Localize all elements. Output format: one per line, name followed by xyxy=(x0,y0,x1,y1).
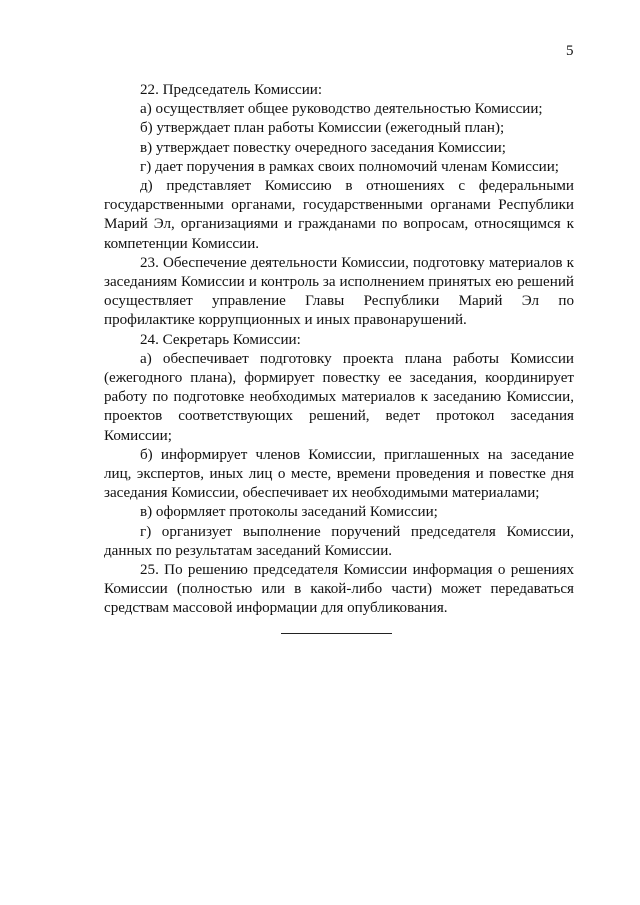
paragraph-22-d: г) дает поручения в рамках своих полномочий членам Комиссии; xyxy=(140,158,560,175)
paragraph-23: 23. Обеспечение деятельности Комиссии, подготовку материалов к заседаниям Комиссии и контроль за исполнением принятых ею решений осуществляет управление Главы Республики Марий Эл по профилактике коррупционных и иных правонарушений. xyxy=(104,254,574,329)
paragraph-22-b: б) утверждает план работы Комиссии (ежегодный план); xyxy=(140,120,505,137)
document-body xyxy=(104,81,574,619)
paragraph-22-c: в) утверждает повестку очередного заседания Комиссии; xyxy=(140,139,506,156)
end-divider-line xyxy=(281,633,392,634)
paragraph-22-e: д) представляет Комиссию в отношениях с федеральными государственными органами, государственными органами Республики Марий Эл, организациями и гражданами по вопросам, относящимся к компетенции Комиссии. xyxy=(104,178,574,252)
paragraph-22-a: а) осуществляет общее руководство деятельностью Комиссии; xyxy=(140,101,543,118)
paragraph-24-d: г) организует выполнение поручений председателя Комиссии, данных по результатам заседаний Комиссии. xyxy=(104,523,574,559)
paragraph-22-heading: 22. Председатель Комиссии: xyxy=(140,82,323,98)
paragraph-24-b: б) информирует членов Комиссии, приглашенных на заседание лиц, экспертов, иных лиц о месте, времени проведения и повестке дня заседания Комиссии, обеспечивает их необходимыми материалами; xyxy=(104,446,574,502)
paragraph-25: 25. По решению председателя Комиссии информация о решениях Комиссии (полностью или в какой-либо части) может передаваться средствам массовой информации для опубликования. xyxy=(104,562,574,617)
page-number: 5 xyxy=(566,43,574,59)
paragraph-24-c: в) оформляет протоколы заседаний Комиссии; xyxy=(140,504,438,521)
paragraph-24-heading: 24. Секретарь Комиссии: xyxy=(140,331,301,348)
paragraph-24-a: а) обеспечивает подготовку проекта плана работы Комиссии (ежегодного плана), формирует повестку ее заседания, координирует работу по подготовке необходимых материалов к заседанию Комиссии, проектов соответствующих решений, ведет протокол заседания Комиссии; xyxy=(104,350,574,444)
